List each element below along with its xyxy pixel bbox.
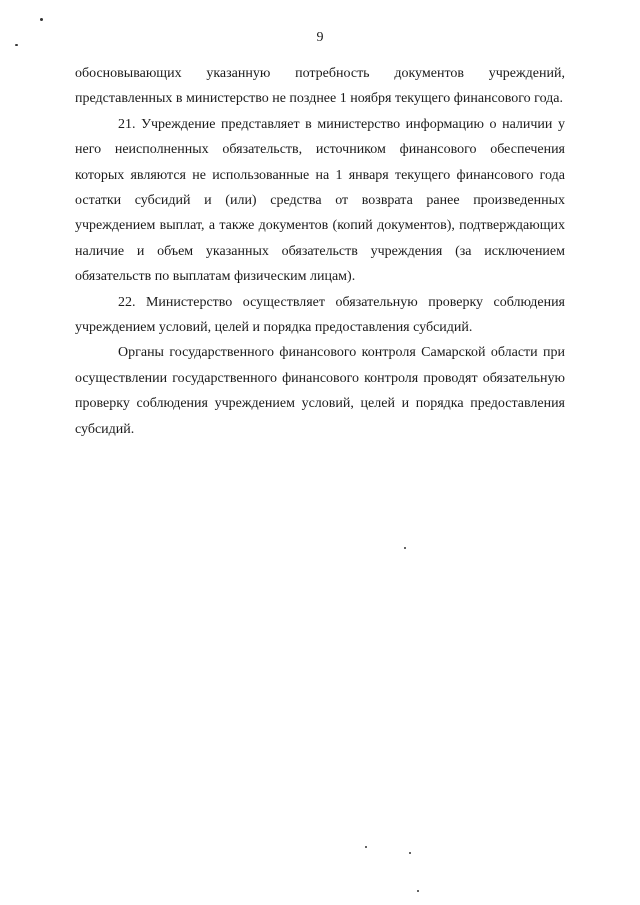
page-number: 9 — [316, 30, 324, 45]
paragraph-21: 21. Учреждение представляет в министерство информацию о наличии у него неисполненных обязательств, источником финансового обеспечения которых являются не использованные на 1 января текущего финансового года остатки субсидий и (или) средства от возврата ранее произведенных учреждением выплат, а также документов (копий документов), подтверждающих наличие и объем указанных обязательств учреждения (за исключением обязательств по выплатам физическим лицам). — [75, 116, 565, 285]
scan-speck — [40, 18, 43, 21]
scan-speck — [365, 846, 367, 848]
paragraph-22: 22. Министерство осуществляет обязательную проверку соблюдения учреждением условий, целей и порядка предоставления субсидий. — [75, 294, 565, 336]
document-body — [75, 61, 565, 442]
paragraph-control-bodies: Органы государственного финансового контроля Самарской области при осуществлении государственного финансового контроля проводят обязательную проверку соблюдения учреждением условий, целей и порядка предоставления субсидий. — [75, 345, 565, 437]
scan-speck — [404, 547, 406, 549]
scan-speck — [417, 890, 419, 892]
scan-speck — [15, 44, 18, 46]
scan-speck — [409, 852, 411, 854]
paragraph-continuation: обосновывающих указанную потребность документов учреждений, представленных в министерство не позднее 1 ноября текущего финансового года. — [75, 66, 565, 107]
